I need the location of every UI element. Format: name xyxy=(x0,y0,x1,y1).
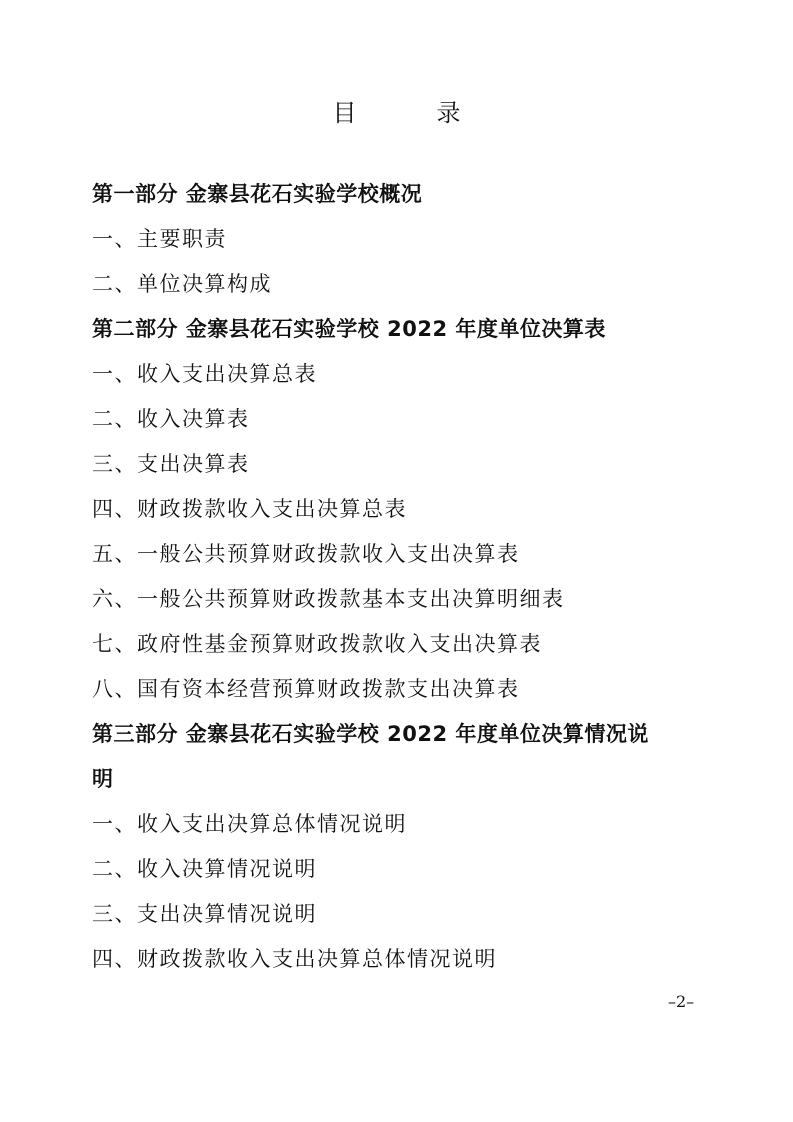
table-of-contents xyxy=(92,172,712,982)
toc-item: 八、国有资本经营预算财政拨款支出决算表 xyxy=(92,677,520,701)
toc-item: 七、政府性基金预算财政拨款收入支出决算表 xyxy=(92,632,542,656)
toc-item: 四、财政拨款收入支出决算总表 xyxy=(92,497,407,521)
toc-part-heading: 第三部分 金寨县花石实验学校 2022 年度单位决算情况说 xyxy=(92,722,649,746)
toc-part-heading: 第二部分 金寨县花石实验学校 2022 年度单位决算表 xyxy=(92,317,606,341)
toc-item: 三、支出决算情况说明 xyxy=(92,902,317,926)
page-number: –2– xyxy=(668,992,695,1011)
toc-part-heading-continued: 明 xyxy=(92,767,114,791)
toc-item: 四、财政拨款收入支出决算总体情况说明 xyxy=(92,947,497,971)
toc-item: 一、收入支出决算总体情况说明 xyxy=(92,812,407,836)
toc-item: 二、单位决算构成 xyxy=(92,272,272,296)
toc-part-heading: 第一部分 金寨县花石实验学校概况 xyxy=(92,182,423,206)
toc-item: 二、收入决算表 xyxy=(92,407,250,431)
toc-item: 三、支出决算表 xyxy=(92,452,250,476)
toc-item: 二、收入决算情况说明 xyxy=(92,857,317,881)
toc-item: 一、主要职责 xyxy=(92,227,227,251)
toc-item: 六、一般公共预算财政拨款基本支出决算明细表 xyxy=(92,587,565,611)
toc-item: 一、收入支出决算总表 xyxy=(92,362,317,386)
page-title: 目 录 xyxy=(332,99,489,127)
toc-item: 五、一般公共预算财政拨款收入支出决算表 xyxy=(92,542,520,566)
